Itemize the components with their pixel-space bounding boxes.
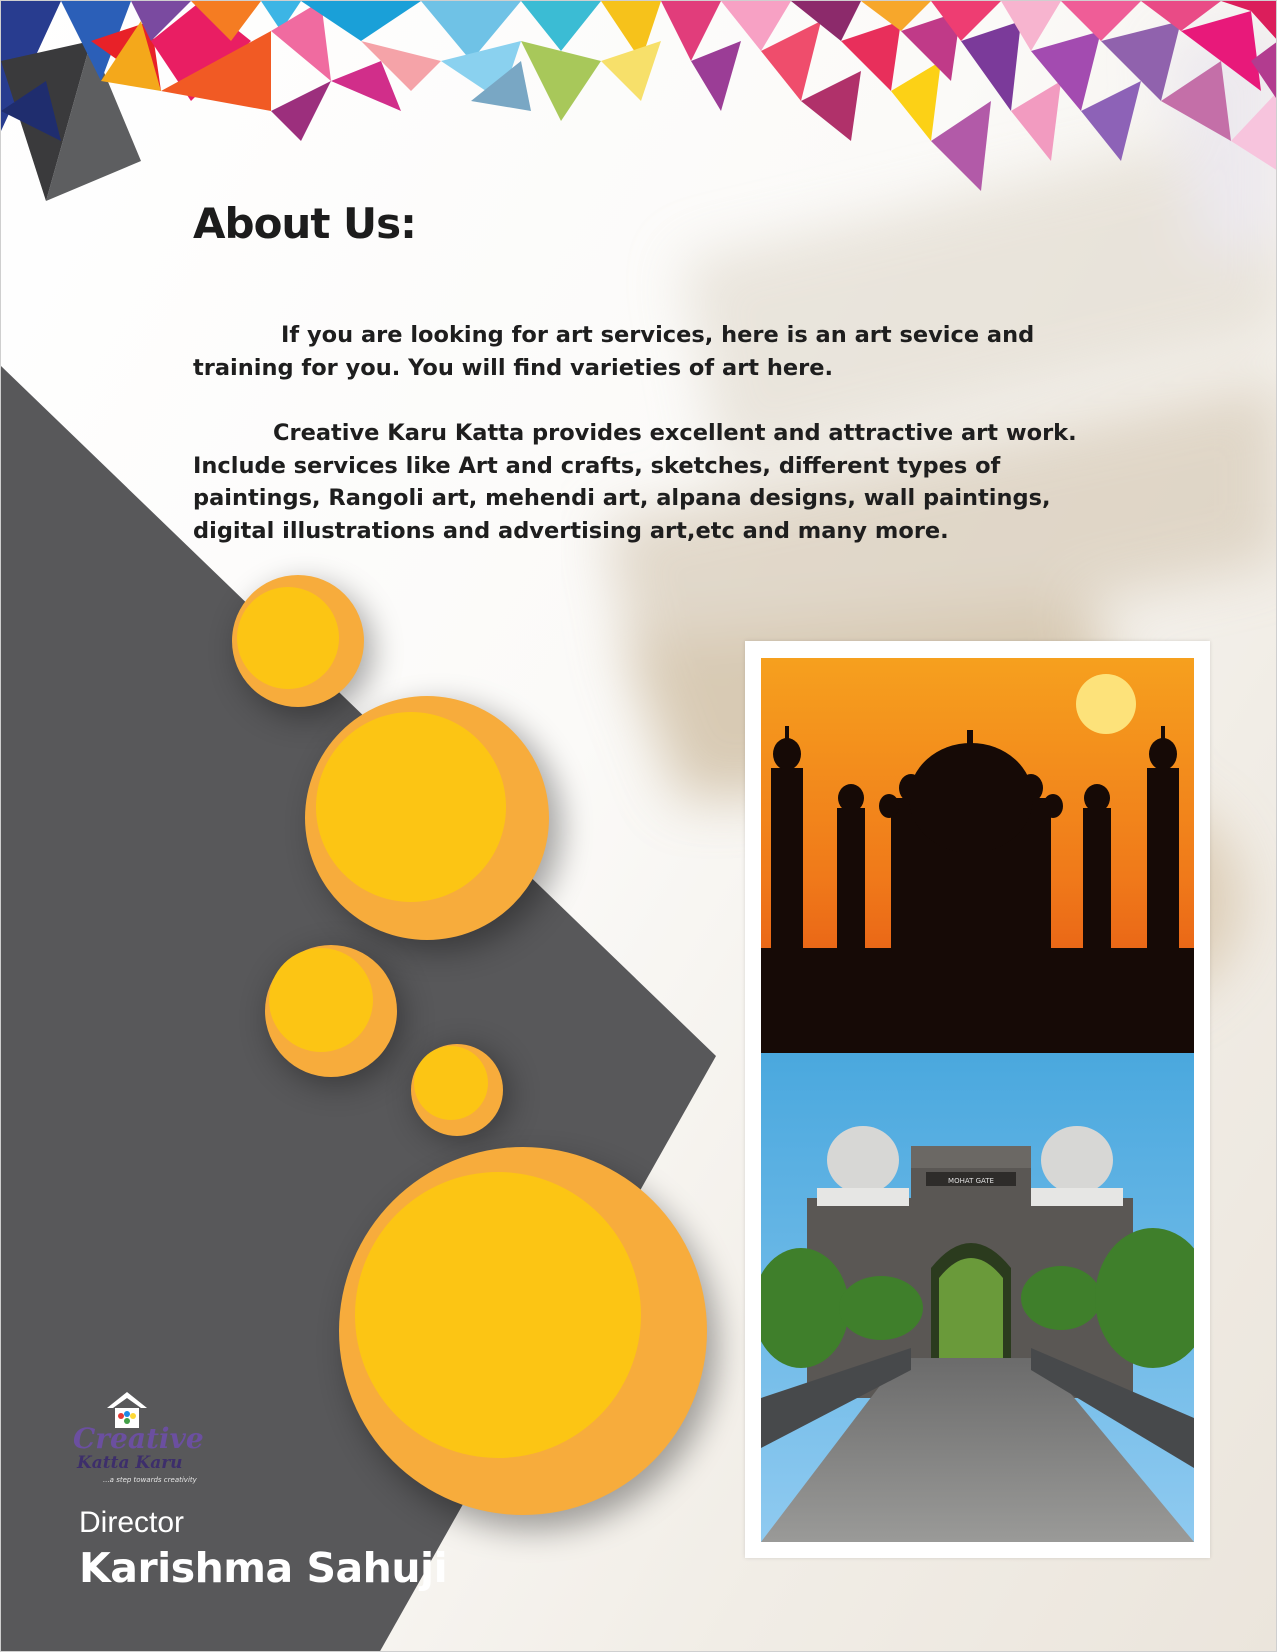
circle-group-2 [305,696,561,950]
painting-image [761,658,1194,1542]
services-paragraph: Creative Karu Katta provides excellent and attractive art work. Include services like Art and crafts, sketches, different types of paintings, Rangoli art, mehendi art, alpana designs, wall paintings, digital illustrations and advertising art,etc and many more. [193,420,1077,544]
logo-line-1: Creative [73,1422,204,1455]
circle-group-1 [232,575,372,717]
painting-photo-frame [745,641,1210,1558]
creative-katta-karu-logo [69,1386,209,1498]
director-role: Director [79,1506,185,1539]
circle-group-4 [411,1044,509,1141]
logo-line-2: Katta Karu [77,1453,183,1473]
circle-group-3 [265,945,403,1085]
circle-group-5 [339,1147,717,1530]
director-name: Karishma Sahuji [79,1544,448,1592]
page-title: About Us: [193,199,416,248]
logo-tagline: ...a step towards creativity [103,1476,197,1484]
intro-paragraph: If you are looking for art services, here is an art sevice and training for you. You will find varieties of art here. [193,322,1035,381]
painting-gate-sign: MOHAT GATE [948,1177,994,1185]
